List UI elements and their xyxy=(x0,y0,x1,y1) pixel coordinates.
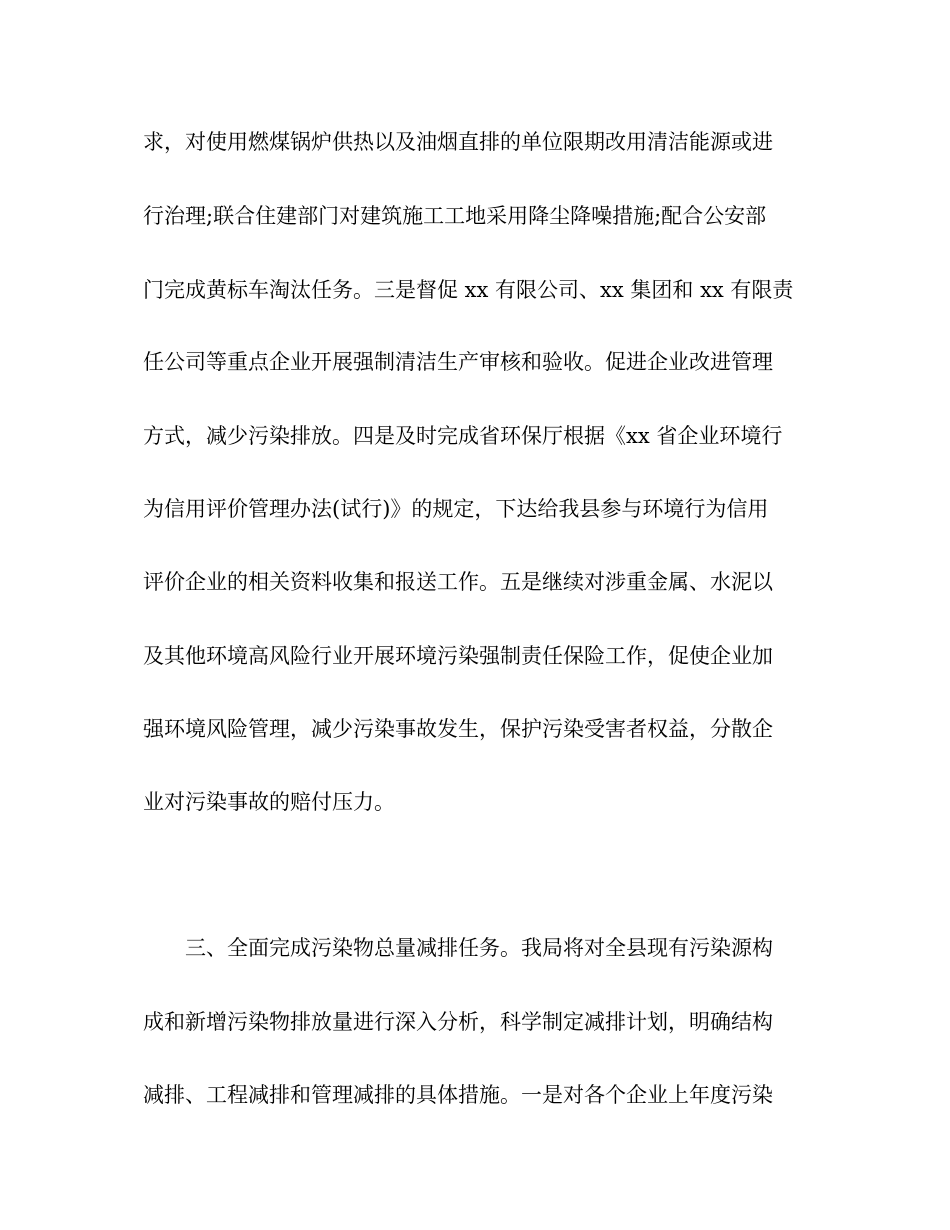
paragraph-line: 业对污染事故的赔付压力。 xyxy=(143,790,395,814)
paragraph-line: 减排、工程减排和管理减排的具体措施。一是对各个企业上年度污染 xyxy=(143,1083,773,1107)
paragraph-line: 评价企业的相关资料收集和报送工作。五是继续对涉重金属、水泥以 xyxy=(143,570,773,594)
paragraph-line: 成和新增污染物排放量进行深入分析，科学制定减排计划，明确结构 xyxy=(143,1010,773,1034)
paragraph-line: 求，对使用燃煤锅炉供热以及油烟直排的单位限期改用清洁能源或进 xyxy=(143,130,773,154)
paragraph-line: 为信用评价管理办法(试行)》的规定，下达给我县参与环境行为信用 xyxy=(143,497,769,521)
paragraph-line: 任公司等重点企业开展强制清洁生产审核和验收。促进企业改进管理 xyxy=(143,350,773,374)
paragraph-line: 强环境风险管理，减少污染事故发生，保护污染受害者权益，分散企 xyxy=(143,717,773,741)
paragraph-line: 及其他环境高风险行业开展环境污染强制责任保险工作，促使企业加 xyxy=(143,644,773,668)
paragraph-line: 方式，减少污染排放。四是及时完成省环保厅根据《xx 省企业环境行 xyxy=(143,424,783,448)
paragraph-line: 三、全面完成污染物总量减排任务。我局将对全县现有污染源构 xyxy=(185,936,773,960)
paragraph-line: 行治理;联合住建部门对建筑施工工地采用降尘降噪措施;配合公安部 xyxy=(143,204,767,228)
paragraph-line: 门完成黄标车淘汰任务。三是督促 xx 有限公司、xx 集团和 xx 有限责 xyxy=(143,278,794,302)
